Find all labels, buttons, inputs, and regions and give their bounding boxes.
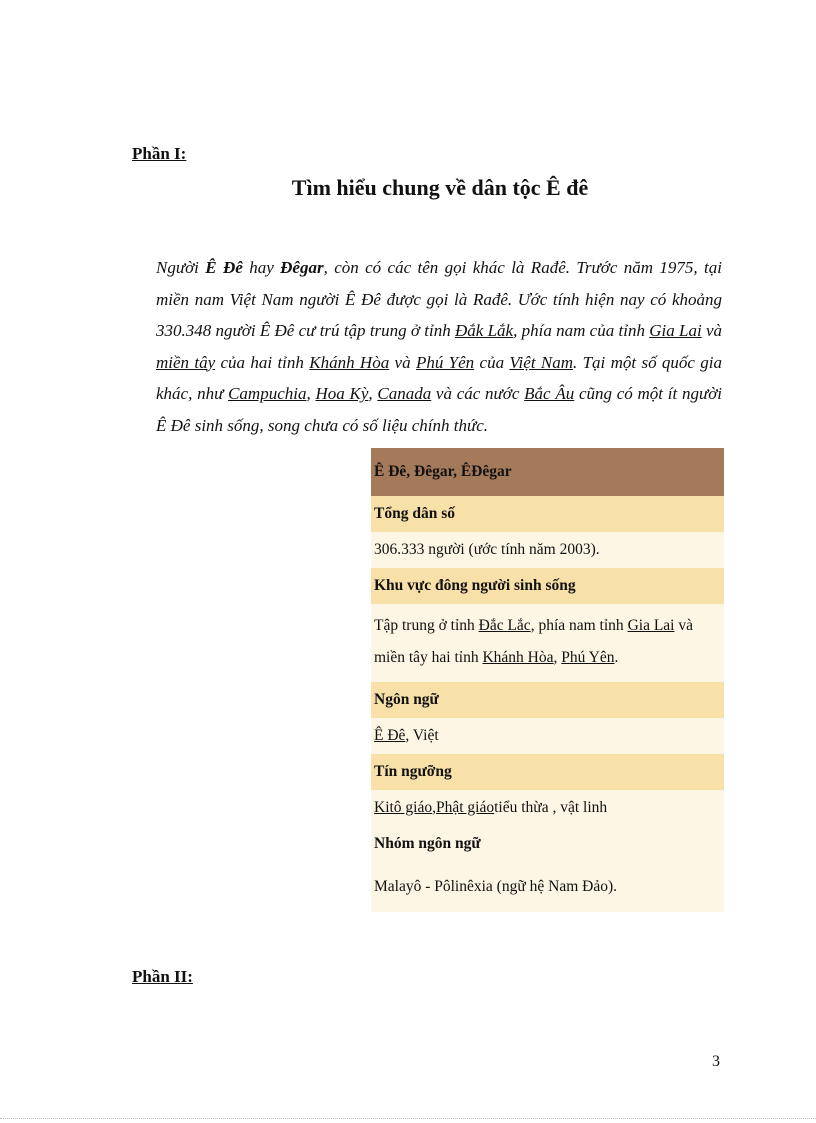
page-title: Tìm hiểu chung về dân tộc Ê đê — [291, 175, 589, 200]
link-gia-lai[interactable]: Gia Lai — [627, 617, 675, 634]
link-phu-yen[interactable]: Phú Yên — [561, 649, 615, 666]
intro-bold-name: Đêgar — [280, 258, 324, 277]
intro-text: , — [306, 384, 316, 403]
page-bottom-rule — [0, 1118, 816, 1119]
intro-text: và các nước — [431, 384, 525, 403]
link-khanh-hoa[interactable]: Khánh Hòa — [309, 352, 390, 372]
intro-text: , — [368, 384, 378, 403]
intro-text: và — [389, 352, 416, 372]
region-text: , — [553, 649, 562, 666]
page-number: 3 — [712, 1053, 720, 1070]
language-value — [371, 718, 724, 754]
link-mien-tay[interactable]: miền tây — [156, 352, 216, 372]
religion-text: tiểu thừa , vật linh — [494, 799, 608, 816]
intro-text: . Tại một số quốc gia khác, như — [156, 352, 723, 403]
religion-label: Tín ngưỡng — [371, 754, 724, 790]
link-bac-au[interactable]: Bắc Âu — [524, 384, 575, 403]
link-gia-lai[interactable]: Gia Lai — [649, 321, 702, 340]
link-dak-lak[interactable]: Đắk Lắk — [455, 321, 514, 340]
religion-value — [371, 790, 724, 826]
link-phat-giao[interactable]: Phật giáo — [436, 799, 495, 816]
language-family-label: Nhóm ngôn ngữ — [371, 826, 724, 862]
link-e-de[interactable]: Ê Đê — [374, 727, 406, 744]
link-campuchia[interactable]: Campuchia — [228, 384, 307, 403]
region-text: Tập trung ở tỉnh — [374, 617, 479, 634]
language-text: , Việt — [405, 727, 439, 744]
infobox-header: Ê Đê, Đêgar, ÊĐêgar — [371, 448, 724, 496]
infobox — [371, 448, 724, 912]
intro-text: của hai tỉnh — [215, 352, 310, 372]
intro-text: , phía nam của tỉnh — [513, 321, 650, 340]
intro-text: và — [701, 321, 722, 340]
region-text: . — [614, 649, 619, 666]
link-kito-giao[interactable]: Kitô giáo — [374, 799, 433, 816]
population-value: 306.333 người (ước tính năm 2003). — [371, 532, 724, 568]
region-text: và miền tây hai tỉnh — [374, 617, 693, 666]
intro-bold-name: Ê Đê — [205, 258, 243, 277]
region-label: Khu vực đông người sinh sống — [371, 568, 724, 604]
intro-paragraph — [156, 252, 722, 441]
population-label: Tổng dân số — [371, 496, 724, 532]
link-khanh-hoa[interactable]: Khánh Hòa — [482, 649, 554, 666]
language-label: Ngôn ngữ — [371, 682, 724, 718]
intro-text: Người — [156, 258, 206, 277]
link-phu-yen[interactable]: Phú Yên — [415, 352, 475, 372]
religion-text: , — [432, 799, 436, 816]
part-2-heading: Phần II: — [132, 967, 193, 986]
intro-text: , còn có các tên gọi khác là Rađê. Trước năm 1975, tại miền nam Việt Nam người Ê Đê được gọi là Rađê. Ước tính hiện nay có khoảng 330.348 người Ê Đê cư trú tập trung ở tỉnh — [156, 258, 722, 340]
link-canada[interactable]: Canada — [377, 384, 432, 403]
language-family-value: Malayô - Pôlinêxia (ngữ hệ Nam Đảo). — [371, 862, 724, 912]
link-dac-lac[interactable]: Đắc Lắc — [478, 617, 531, 634]
region-text: , phía nam tỉnh — [530, 617, 628, 634]
intro-text: của — [474, 352, 510, 372]
intro-text: hay — [242, 258, 281, 277]
link-viet-nam[interactable]: Việt Nam — [509, 352, 573, 372]
region-value — [371, 604, 724, 682]
link-hoa-ky[interactable]: Hoa Kỳ — [315, 384, 369, 403]
part-1-heading: Phần I: — [132, 144, 187, 163]
intro-text: cũng có một ít người Ê Đê sinh sống, song chưa có số liệu chính thức. — [156, 384, 723, 435]
